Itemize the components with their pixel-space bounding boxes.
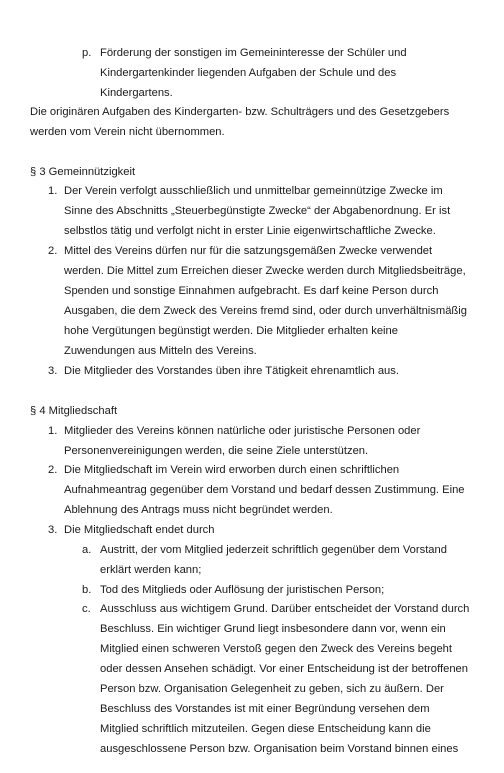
text-line: Förderung der sonstigen im Gemeininteresse der Schüler und (100, 47, 407, 59)
text-line: Sinne des Abschnitts „Steuerbegünstigte Zwecke“ der Abgabenordnung. Er ist (64, 205, 451, 217)
list-marker: 3. (48, 365, 58, 377)
text-line: hohe Vergütungen begünstigt werden. Die Mitglieder erhalten keine (64, 325, 398, 337)
list-marker: c. (82, 603, 91, 615)
text-line: werden vom Verein nicht übernommen. (30, 126, 225, 138)
list-marker: p. (82, 47, 92, 59)
list-marker: 1. (48, 425, 58, 437)
text-line: Beschluss. Ein wichtiger Grund liegt insbesondere dann vor, wenn ein (100, 623, 446, 635)
text-line: Tod des Mitglieds oder Auflösung der juristischen Person; (100, 584, 385, 596)
list-marker: a. (82, 544, 92, 556)
list-marker: 3. (48, 524, 58, 536)
text-line: Mitglied schriftlich mitzuteilen. Gegen diese Entscheidung kann die (100, 723, 431, 735)
text-line: Ablehnung des Antrags muss nicht begründet werden. (64, 504, 333, 516)
text-line: Austritt, der vom Mitglied jederzeit schriftlich gegenüber dem Vorstand (100, 544, 447, 556)
list-marker: 2. (48, 464, 58, 476)
list-marker: b. (82, 584, 92, 596)
text-line: werden. Die Mittel zum Erreichen dieser Zwecke werden durch Mitgliedsbeiträge, (64, 265, 466, 277)
text-line: Mitglieder des Vereins können natürliche oder juristische Personen oder (64, 425, 421, 437)
list-marker: 2. (48, 245, 58, 257)
text-line: Mitglied einen schweren Verstoß gegen den Zweck des Vereins begeht (100, 643, 452, 655)
text-line: Ausschluss aus wichtigem Grund. Darüber entscheidet der Vorstand durch (100, 603, 470, 615)
text-line: erklärt werden kann; (100, 564, 202, 576)
text-line: Aufnahmeantrag gegenüber dem Vorstand und bedarf dessen Zustimmung. Eine (64, 484, 465, 496)
text-line: Die originären Aufgaben des Kindergarten- bzw. Schulträgers und des Gesetzgebers (30, 106, 450, 118)
text-line: Ausgaben, die dem Zweck des Vereins fremd sind, oder durch unverhältnismäßig (64, 305, 467, 317)
list-marker: 1. (48, 185, 58, 197)
text-line: Die Mitgliedschaft endet durch (64, 524, 215, 536)
text-line: oder dessen Ansehen schädigt. Vor einer Entscheidung ist der betroffenen (100, 663, 468, 675)
text-line: selbstlos tätig und verfolgt nicht in erster Linie eigenwirtschaftliche Zwecke. (64, 225, 436, 237)
text-line: Der Verein verfolgt ausschließlich und unmittelbar gemeinnützige Zwecke im (64, 185, 443, 197)
text-line: Spenden und sonstige Einnahmen aufgebracht. Es darf keine Person durch (64, 285, 439, 297)
section-heading: § 3 Gemeinnützigkeit (30, 166, 136, 178)
text-line: Kindergartens. (100, 87, 173, 99)
text-line: Beschluss des Vorstandes ist mit einer Begründung versehen dem (100, 703, 430, 715)
text-line: Personenvereinigungen werden, die seine Ziele unterstützen. (64, 445, 369, 457)
text-line: Zuwendungen aus Mitteln des Vereins. (64, 345, 257, 357)
text-line: Die Mitgliedschaft im Verein wird erworben durch einen schriftlichen (64, 464, 400, 476)
text-line: Kindergartenkinder liegenden Aufgaben der Schule und des (100, 67, 397, 79)
text-line: ausgeschlossene Person bzw. Organisation beim Vorstand binnen eines (100, 743, 459, 755)
text-line: Mittel des Vereins dürfen nur für die satzungsgemäßen Zwecke verwendet (64, 245, 433, 257)
section-heading: § 4 Mitgliedschaft (30, 405, 118, 417)
text-line: Person bzw. Organisation Gelegenheit zu geben, sich zu äußern. Der (100, 683, 444, 695)
text-line: Die Mitglieder des Vorstandes üben ihre Tätigkeit ehrenamtlich aus. (64, 365, 399, 377)
